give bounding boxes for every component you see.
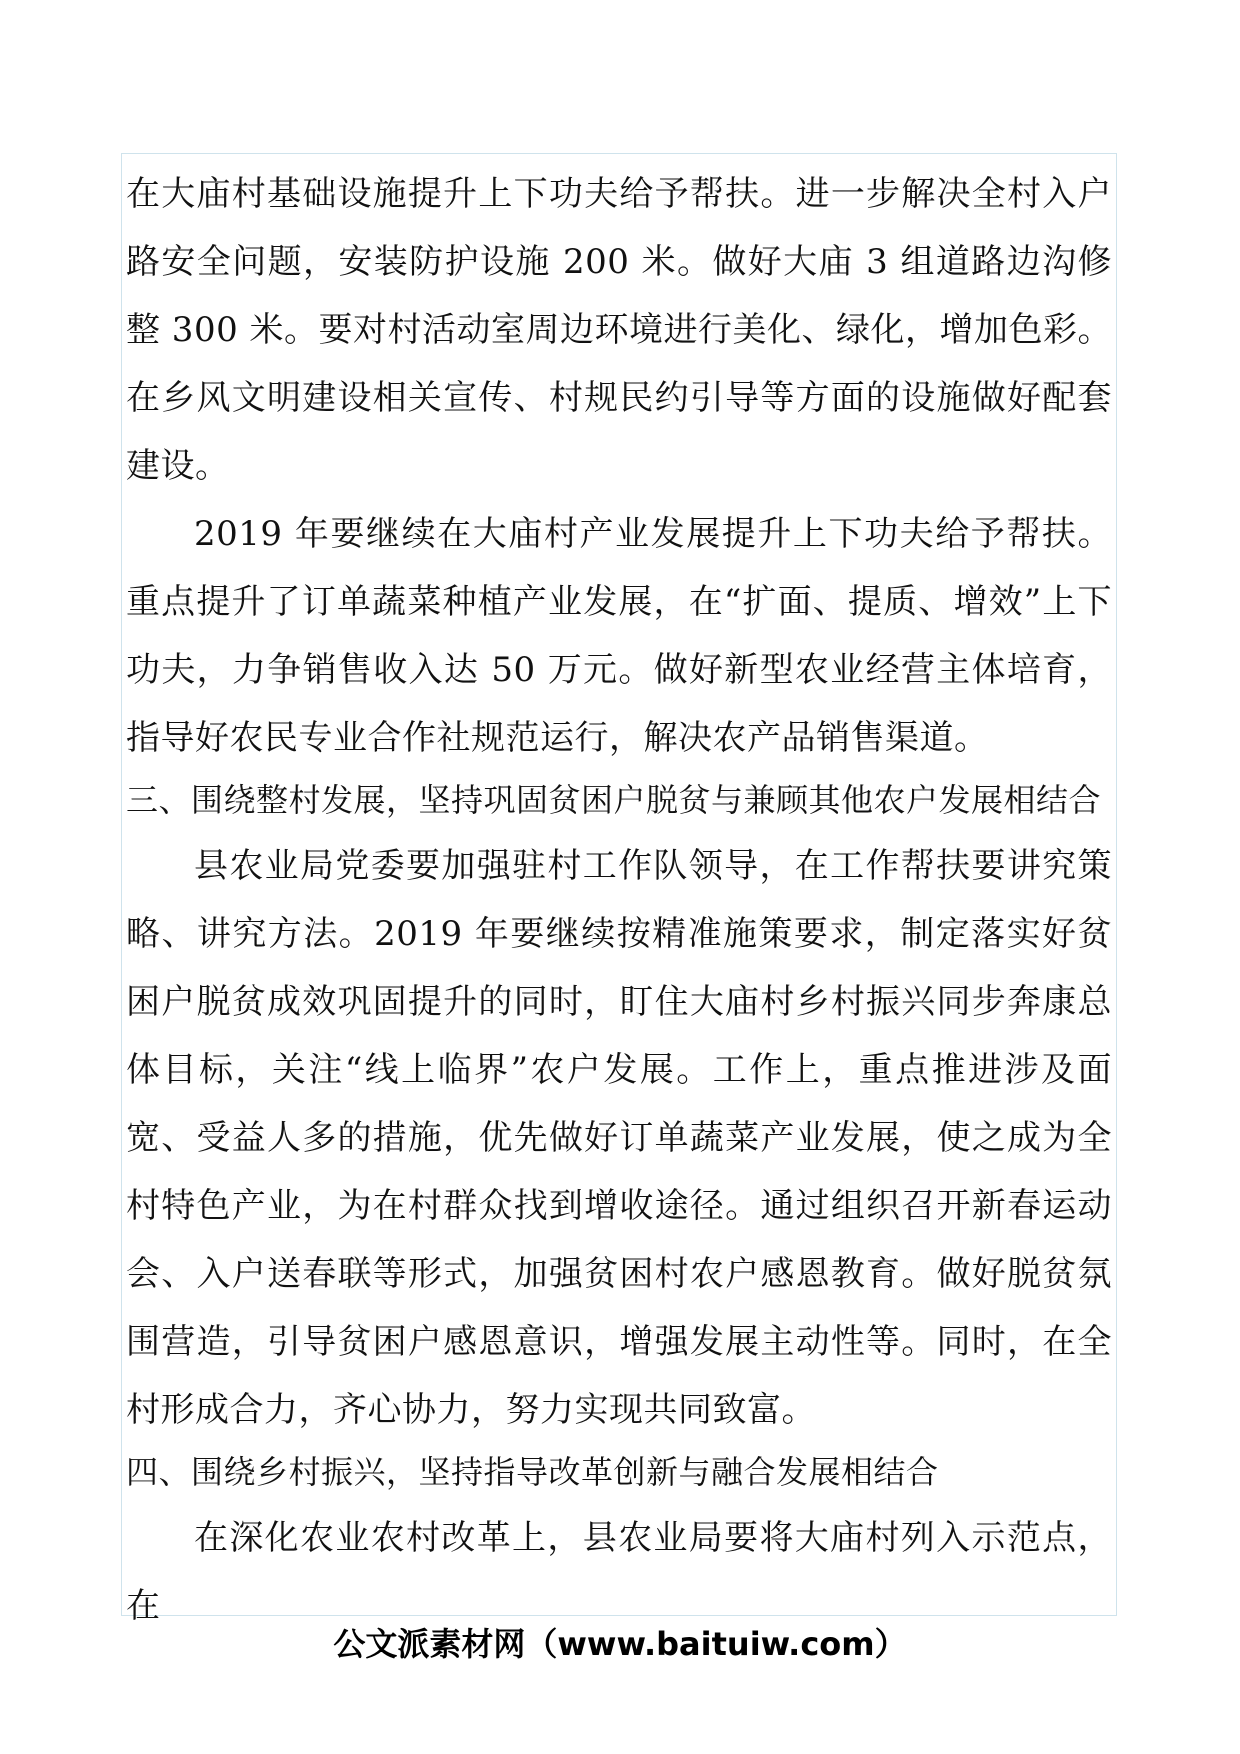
paragraph-industry: 2019 年要继续在大庙村产业发展提升上下功夫给予帮扶。重点提升了订单蔬菜种植产业发展，在“扩面、提质、增效”上下功夫，力争销售收入达 50 万元。做好新型农业经营主体培育，指导好农民专业合作社规范运行，解决农产品销售渠道。 bbox=[126, 514, 1112, 758]
paragraph-infrastructure: 在大庙村基础设施提升上下功夫给予帮扶。进一步解决全村入户路安全问题，安装防护设施 200 米。做好大庙 3 组道路边沟修整 300 米。要对村活动室周边环境进行美化、绿化，增加色彩。在乡风文明建设相关宣传、村规民约引导等方面的设施做好配套建设。 bbox=[126, 174, 1113, 486]
section-heading-four: 四、围绕乡村振兴，坚持指导改革创新与融合发展相结合 bbox=[126, 1453, 939, 1491]
paragraph-reform: 在深化农业农村改革上，县农业局要将大庙村列入示范点，在 bbox=[126, 1518, 1112, 1626]
paragraph-whole-village: 县农业局党委要加强驻村工作队领导，在工作帮扶要讲究策略、讲究方法。2019 年要继续按精准施策要求，制定落实好贫困户脱贫成效巩固提升的同时，盯住大庙村乡村振兴同步奔康总体目标，关注“线上临界”农户发展。工作上，重点推进涉及面宽、受益人多的措施，优先做好订单蔬菜产业发展，使之成为全村特色产业，为在村群众找到增收途径。通过组织召开新春运动会、入户送春联等形式，加强贫困村农户感恩教育。做好脱贫氛围营造，引导贫困户感恩意识，增强发展主动性等。同时，在全村形成合力，齐心协力，努力实现共同致富。 bbox=[126, 846, 1112, 1430]
section-heading-three: 三、围绕整村发展，坚持巩固贫困户脱贫与兼顾其他农户发展相结合 bbox=[126, 781, 1102, 819]
document-body bbox=[126, 160, 1112, 1640]
footer-source: 公文派素材网（www.baituiw.com） bbox=[333, 1625, 907, 1663]
